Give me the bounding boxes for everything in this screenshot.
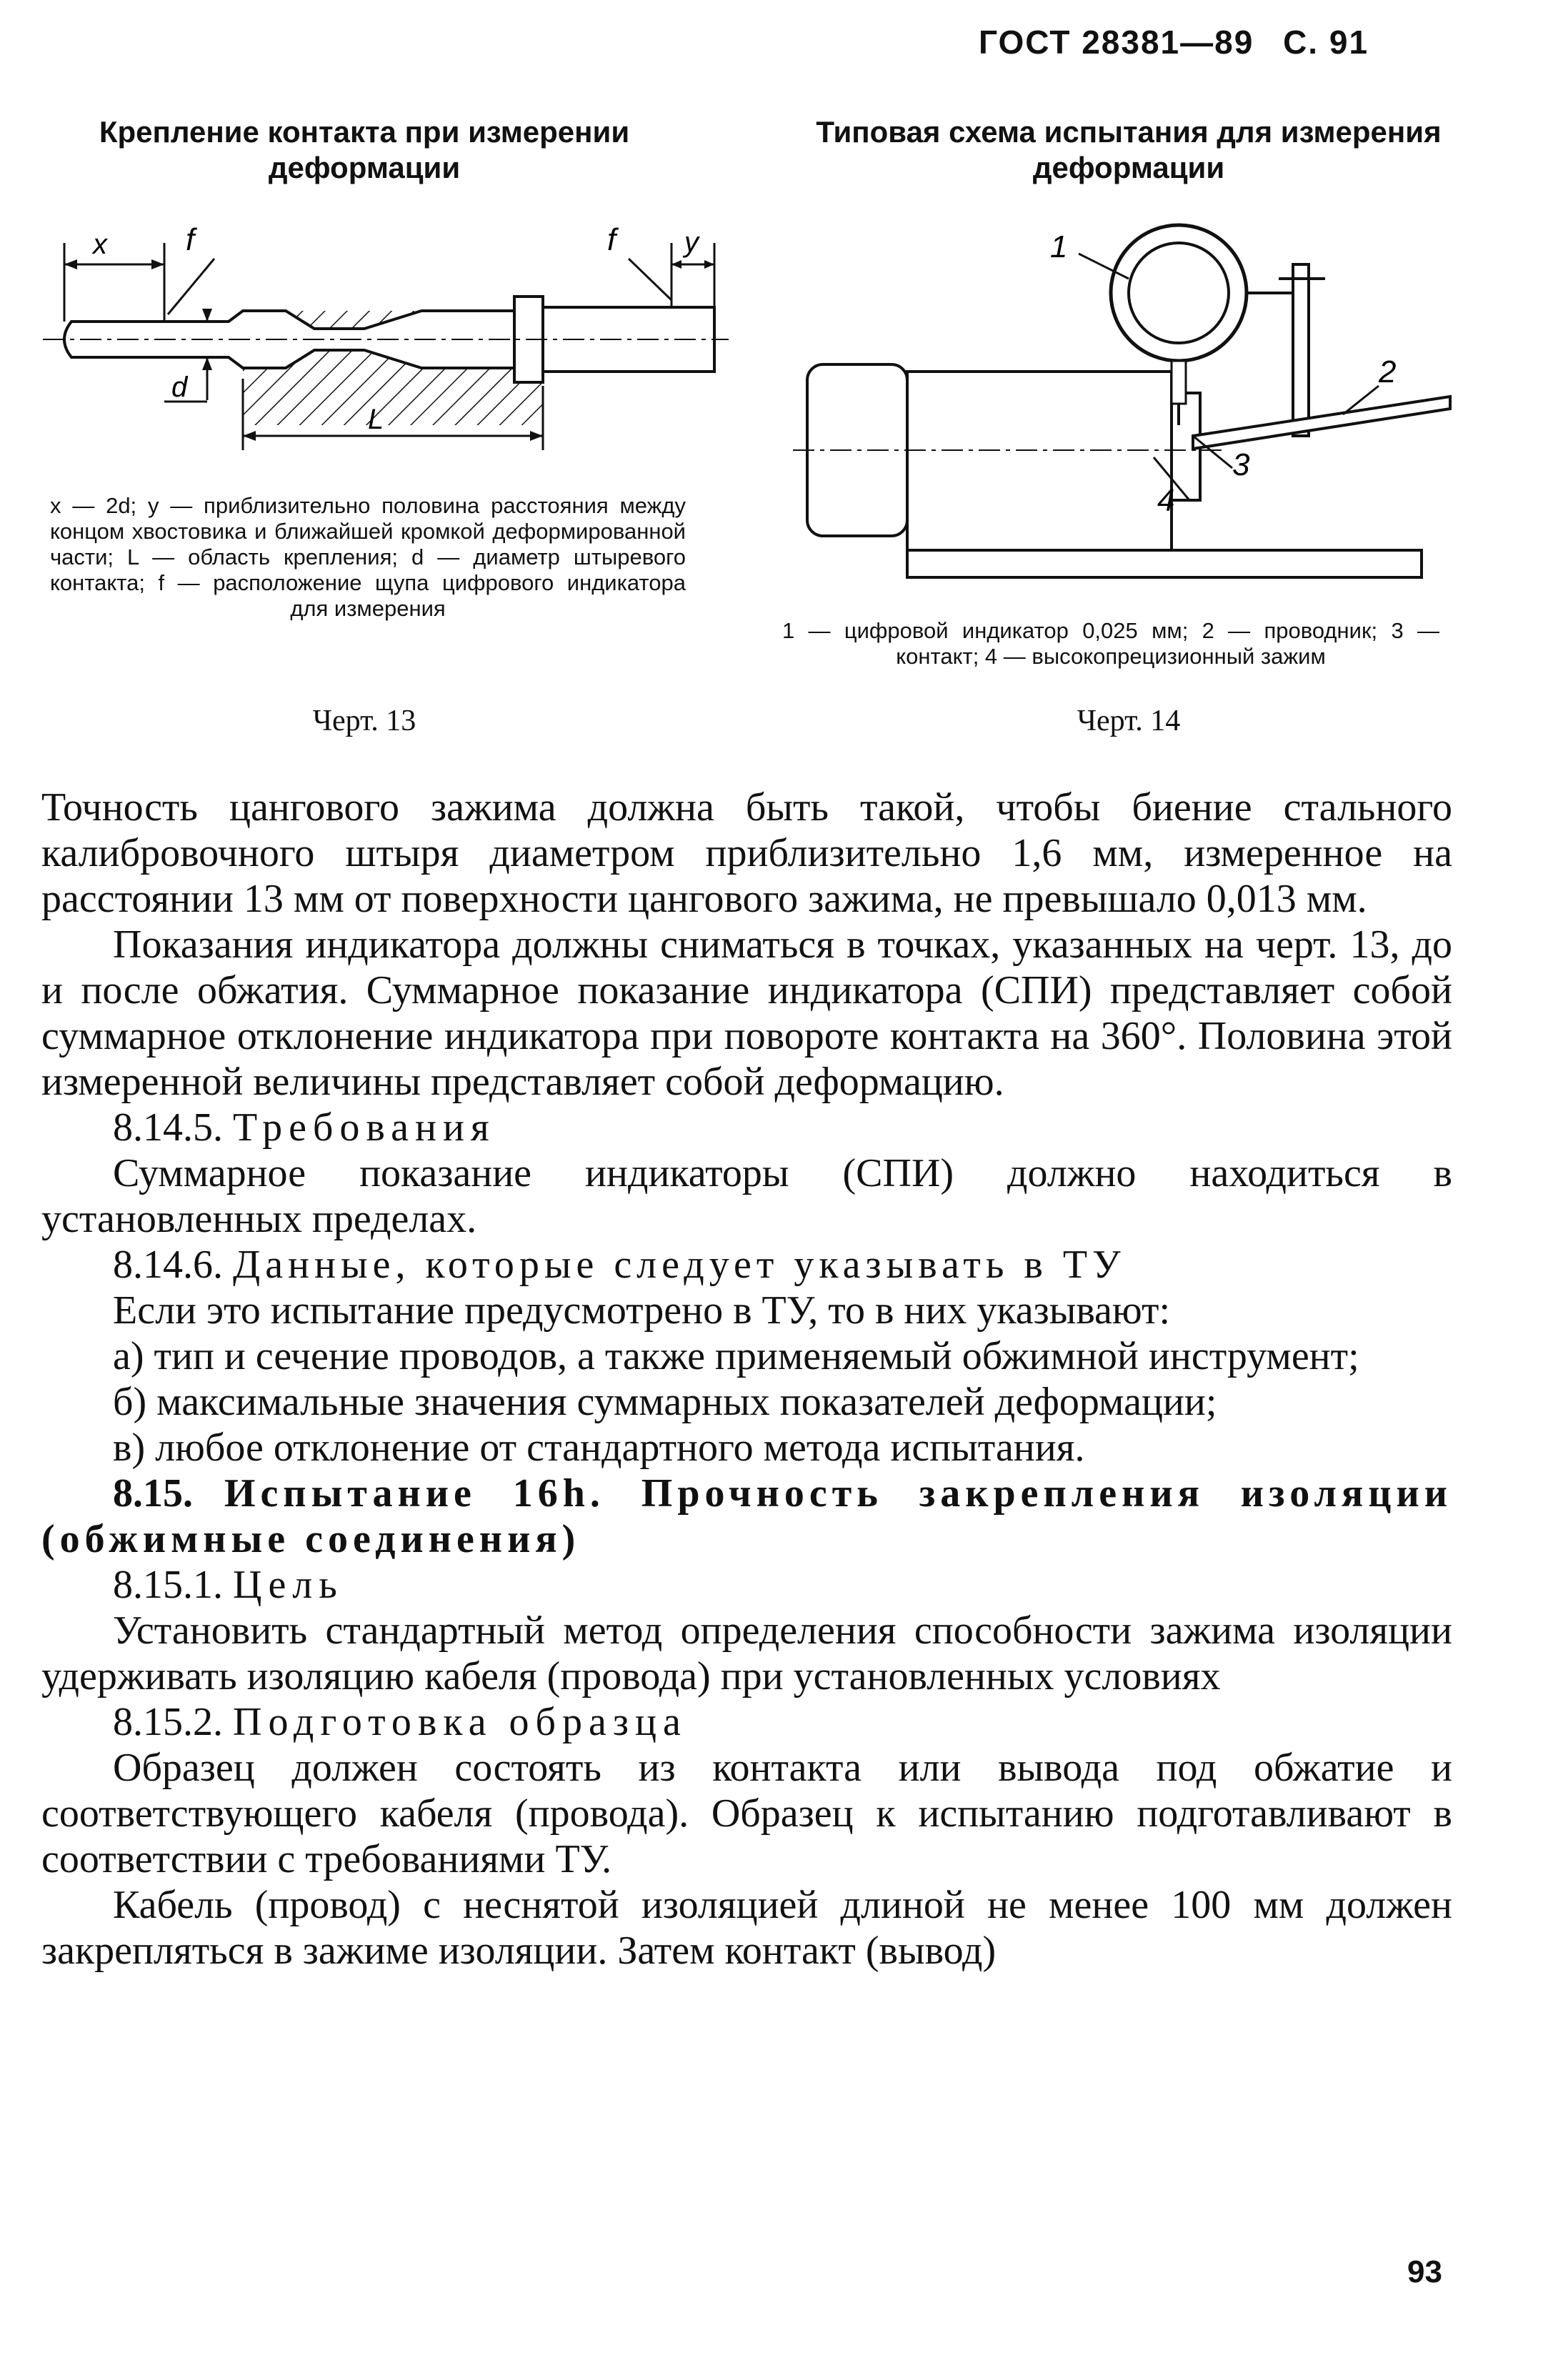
section-title: Испытание 16h. Прочность закрепления изоляции (обжимные соединения)	[41, 1471, 1452, 1561]
section-number: 8.14.5.	[113, 1105, 223, 1150]
para-indicator-readings: Показания индикатора должны сниматься в точках, указанных на черт. 13, до и после обжатия. Суммарное показание индикатора (СПИ) представляет собой суммарное отклонение индикатора при повороте контакта на 360°. Половина этой измеренной величины представляет собой деформацию.	[41, 922, 1452, 1104]
section-number: 8.14.6.	[113, 1243, 223, 1287]
page-number: 93	[1407, 2254, 1442, 2289]
label-f-left: f	[186, 222, 195, 257]
fig14-caption: Черт. 14	[1077, 705, 1181, 737]
fig14-title: Типовая схема испытания для измерения деформации	[816, 115, 1442, 184]
conductor-wire	[1193, 397, 1450, 449]
list-item-c: в) любое отклонение от стандартного метода испытания.	[113, 1426, 1085, 1470]
label-4: 4	[1157, 483, 1175, 518]
section-8-15-1	[41, 1562, 1452, 1608]
label-3: 3	[1232, 447, 1250, 482]
label-x: x	[93, 229, 107, 260]
label-L: L	[368, 404, 384, 435]
para-collet-accuracy: Точность цангового зажима должна быть такой, чтобы биение стального калибровочного штыря диаметром приблизительно 1,6 мм, измеренное на расстоянии 13 мм от поверхности цангового зажима, не превышало 0,013 мм.	[41, 785, 1452, 921]
base-plate	[907, 550, 1422, 577]
para-requirements: Суммарное показание индикаторы (СПИ) должно находиться в установленных пределах.	[41, 1151, 1452, 1241]
para-cable: Кабель (провод) с неснятой изоляцией длиной не менее 100 мм должен закрепляться в зажиме изоляции. Затем контакт (вывод)	[41, 1883, 1452, 1973]
fig13-title: Крепление контакта при измерении деформации	[99, 115, 630, 184]
section-title: Цель	[233, 1563, 344, 1607]
label-1: 1	[1050, 229, 1068, 264]
section-number: 8.15.2.	[113, 1700, 223, 1744]
indicator-stem	[1172, 361, 1186, 404]
fig13-caption: Черт. 13	[312, 705, 416, 737]
para-sample: Образец должен состоять из контакта или вывода под обжатие и соответствующего кабеля (провода). Образец к испытанию подготавливают в соответствии с требованиями ТУ.	[41, 1746, 1452, 1881]
section-8-14-5	[41, 1105, 1452, 1150]
body-text	[41, 785, 1452, 1974]
section-number: 8.15.	[113, 1471, 193, 1516]
section-title: Данные, которые следует указывать в ТУ	[233, 1243, 1126, 1287]
section-8-15-2	[41, 1699, 1452, 1745]
collet-body	[907, 372, 1175, 550]
section-8-14-6	[41, 1242, 1452, 1288]
label-2: 2	[1379, 354, 1397, 389]
section-title: Требования	[233, 1105, 496, 1150]
para-purpose: Установить стандартный метод определения способности зажима изоляции удерживать изоляцию кабеля (провода) при установленных условиях	[41, 1608, 1452, 1698]
indicator-stand	[1293, 264, 1309, 436]
fig14-legend: 1 — цифровой индикатор 0,025 мм; 2 — проводник; 3 — контакт; 4 — высокопрецизионный зажим	[782, 618, 1439, 669]
fig13-legend: x — 2d; y — приблизительно половина расстояния между концом хвостовика и ближайшей кромкой деформированной части; L — область крепления; d — диаметр штыревого контакта; f — расположение щупа цифрового индикатора для измерения	[50, 493, 686, 621]
para-tu-intro: Если это испытание предусмотрено в ТУ, то в них указывают:	[113, 1288, 1171, 1333]
section-title: Подготовка образца	[233, 1700, 687, 1744]
label-y: y	[684, 227, 699, 258]
fig14-diagram	[793, 222, 1464, 600]
fig13-diagram	[43, 214, 729, 472]
list-item-a: а) тип и сечение проводов, а также применяемый обжимной инструмент;	[113, 1334, 1359, 1378]
page-reference: С. 91	[1283, 24, 1369, 61]
section-8-15	[41, 1471, 1452, 1562]
section-number: 8.15.1.	[113, 1563, 223, 1607]
running-header	[979, 23, 1369, 61]
standard-number: ГОСТ 28381—89	[979, 24, 1254, 61]
list-item-b: б) максимальные значения суммарных показателей деформации;	[113, 1380, 1217, 1424]
label-f-right: f	[607, 222, 616, 257]
label-d: d	[171, 372, 188, 403]
